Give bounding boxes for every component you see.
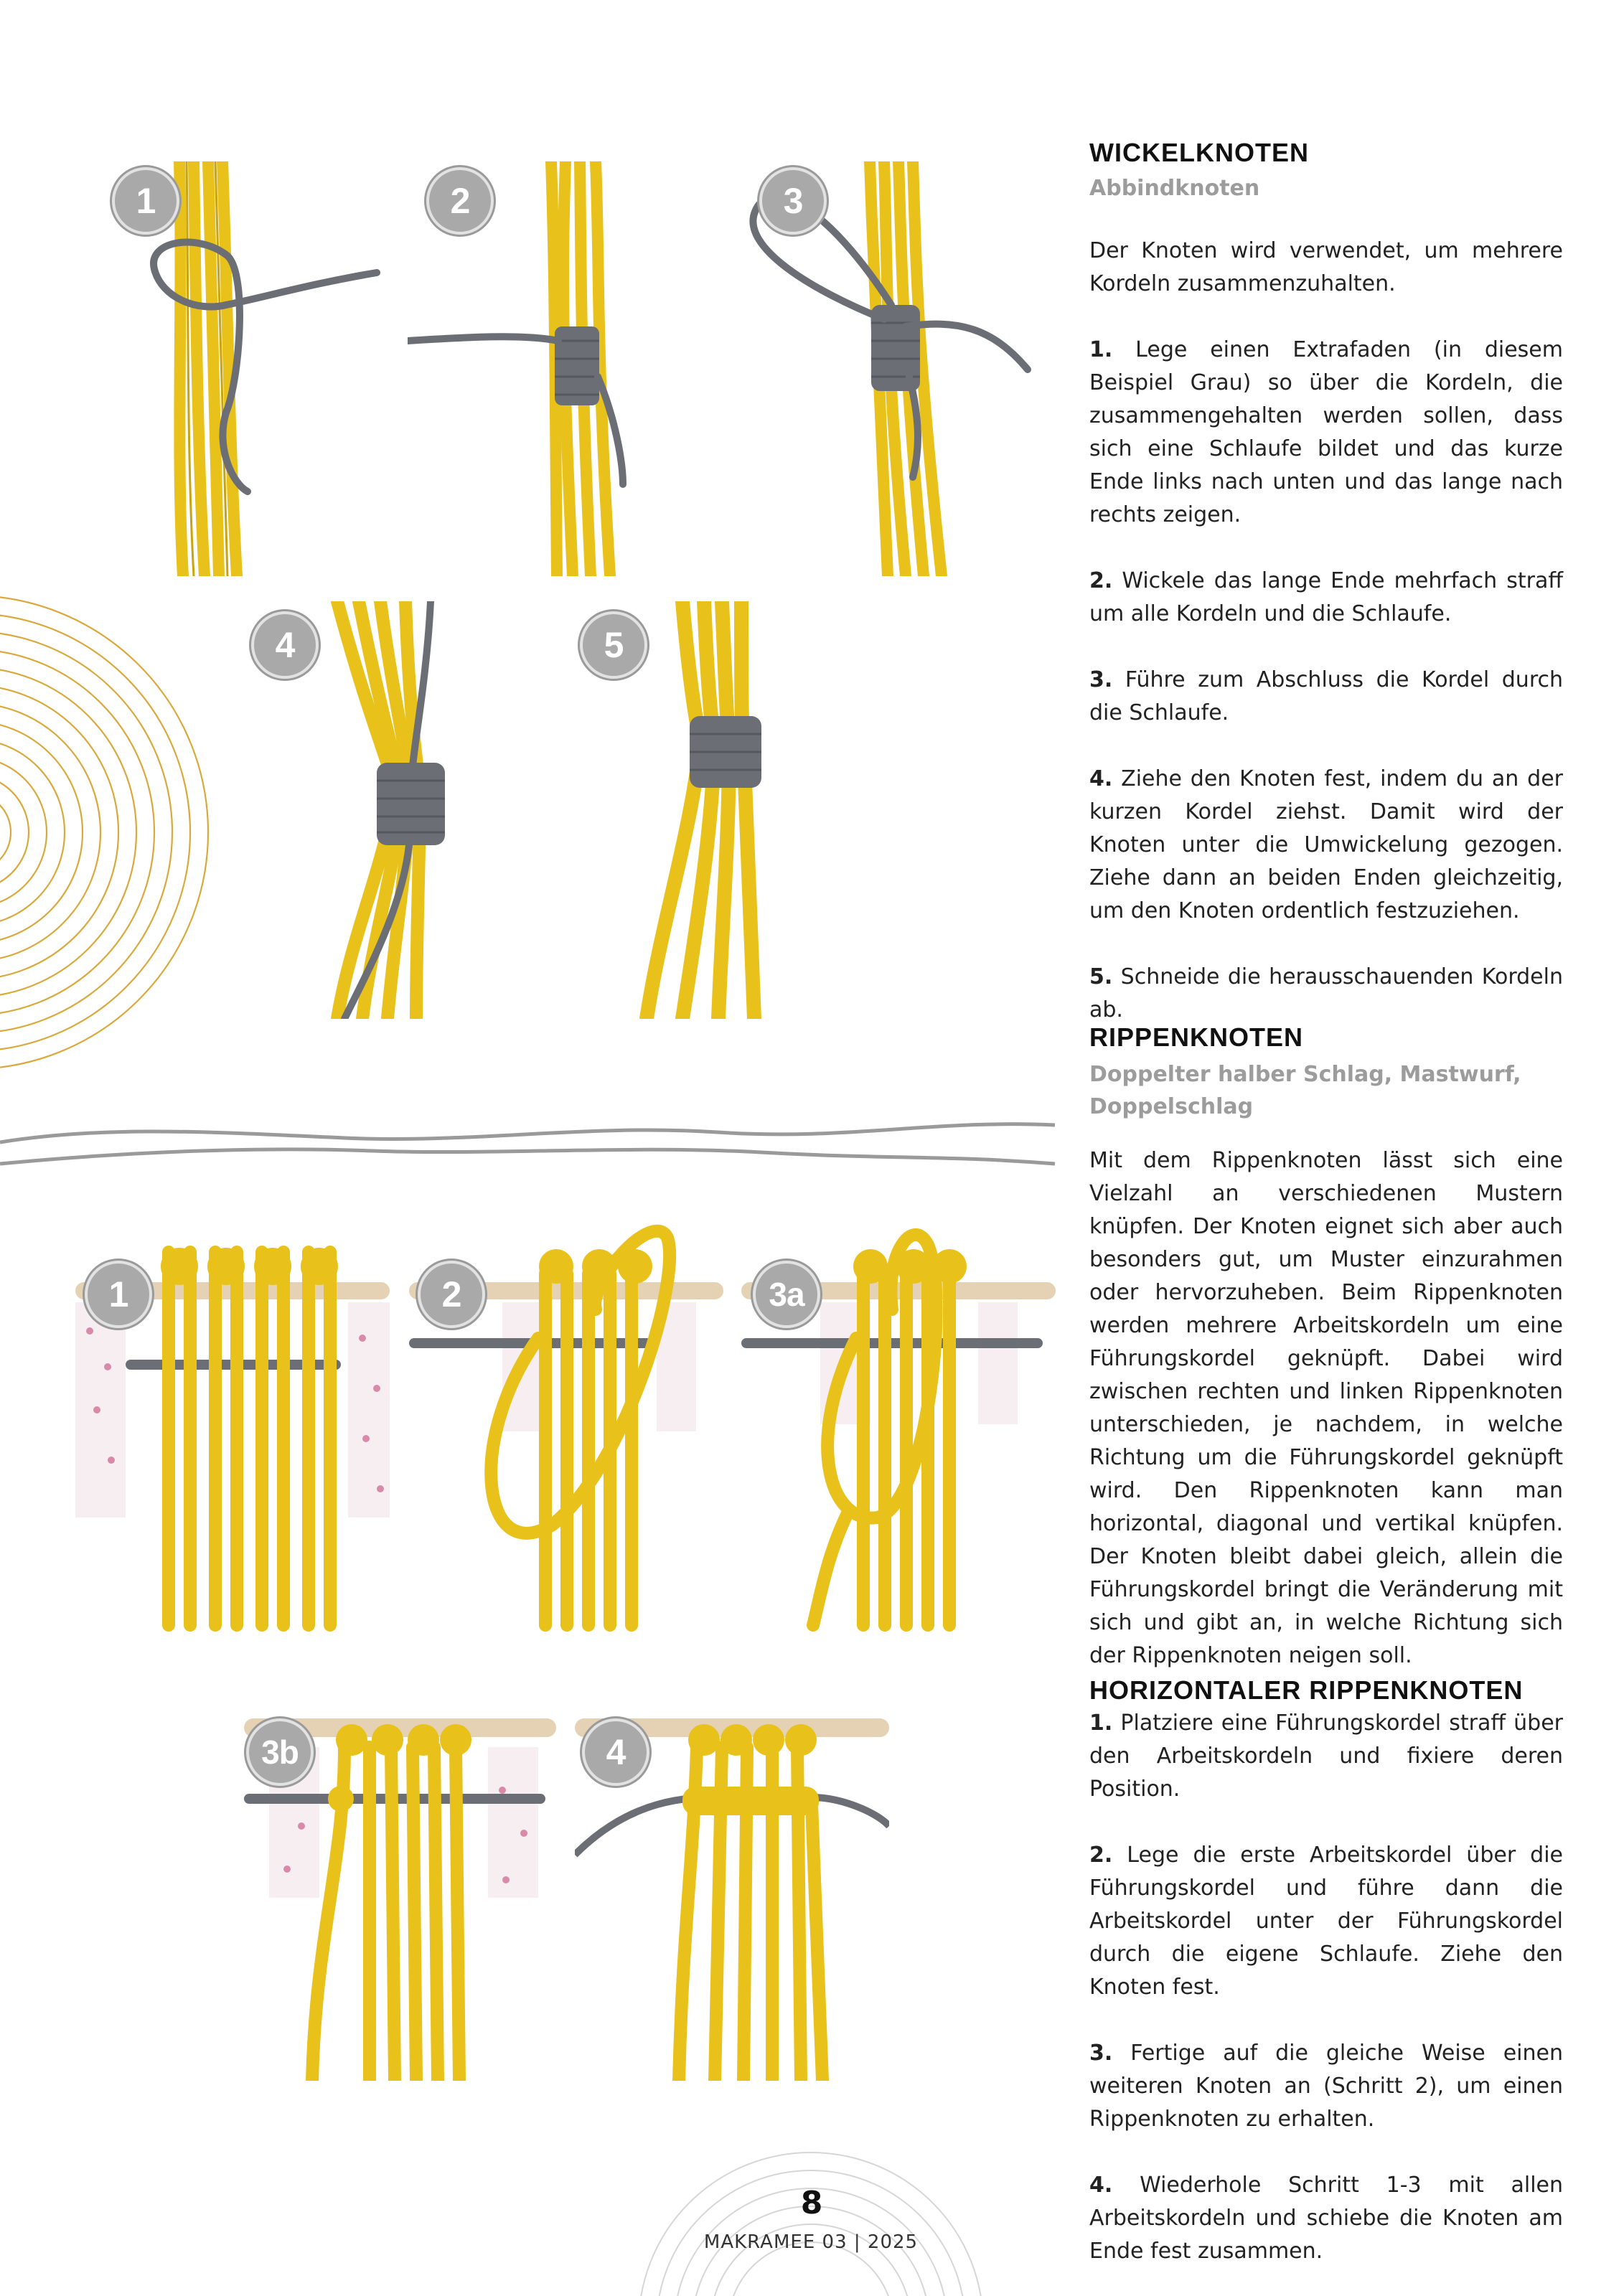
- step-text: Führe zum Abschluss die Kordel durch die Schlaufe.: [1089, 667, 1564, 725]
- concentric-circles-decoration: [0, 596, 208, 1069]
- wavy-divider: [0, 1124, 1055, 1164]
- step-badge: 4: [251, 611, 319, 679]
- step-paragraph: [1089, 2037, 1563, 2136]
- step-text: Platziere eine Führungskordel straff über den Arbeitskordeln und fixiere deren Position.: [1089, 1711, 1563, 1802]
- page-number: 8: [800, 2185, 823, 2221]
- step-number: 2.: [1089, 1843, 1113, 1868]
- step-text: Wiederhole Schritt 1-3 mit allen Arbeitskordeln und schiebe die Knoten am Ende fest zusammen.: [1089, 2173, 1563, 2264]
- section-subtitle: [1089, 1058, 1563, 1123]
- step-paragraph: [1089, 961, 1563, 1027]
- step-paragraph: [1089, 565, 1563, 631]
- step-text: Lege die erste Arbeitskordel über die Führungskordel und führe dann die Arbeitskordel unter der Führungskordel durch die eigene Schlaufe. Ziehe den Knoten fest.: [1089, 1843, 1563, 2000]
- body-paragraph: Mit dem Rippenknoten lässt sich eine Vielzahl an verschiedenen Mustern knüpfen. Der Knoten eignet sich aber auch besonders gut, um Muster einzurahmen oder hervorzuheben. Beim Rippenknoten werden mehrere Arbeitskordeln um eine Führungskordel geknüpft. Dabei wird zwischen rechten und linken Rippenknoten unterschieden, je nachdem, in welche Richtung um die Führungskordel geknüpft wird. Den Rippenknoten kann man horizontal, diagonal und vertikal knüpfen. Der Knoten bleibt dabei gleich, allein die Führungskordel bringt die Veränderung mit sich und gibt an, in welche Richtung sich der Rippenknoten neigen soll.: [1089, 1148, 1563, 1668]
- magazine-issue: MAKRAMEE 03 | 2025: [703, 2231, 919, 2253]
- step-number: 4.: [1089, 2173, 1113, 2198]
- step-number: 5.: [1089, 964, 1113, 989]
- step-paragraph: [1089, 2169, 1563, 2268]
- subtitle-line: Doppelschlag: [1089, 1094, 1254, 1119]
- step-paragraph: [1089, 1707, 1563, 1806]
- step-number: 1.: [1089, 1711, 1113, 1736]
- step-badge: 1: [85, 1261, 152, 1328]
- section-title: WICKELKNOTEN: [1089, 138, 1309, 167]
- step-paragraph: [1089, 1839, 1563, 2004]
- step-badge: 3b: [246, 1718, 314, 1786]
- section-rippenknoten: [1089, 1022, 1563, 1672]
- section-wickelknoten: [1089, 138, 1563, 1027]
- section-subtitle: Abbindknoten: [1089, 176, 1260, 201]
- section-title: RIPPENKNOTEN: [1089, 1022, 1304, 1052]
- intro-paragraph: Der Knoten wird verwendet, um mehrere Kordeln zusammenzuhalten.: [1089, 238, 1563, 296]
- footer-rings-decoration: [639, 2152, 983, 2296]
- step-paragraph: [1089, 763, 1563, 928]
- step-badge: 2: [418, 1261, 485, 1328]
- step-text: Fertige auf die gleiche Weise einen weiteren Knoten an (Schritt 2), um einen Rippenknoten zu erhalten.: [1089, 2041, 1563, 2132]
- step-number: 3.: [1089, 2041, 1113, 2066]
- step-number: 2.: [1089, 568, 1113, 593]
- step-badge: 3: [759, 167, 827, 235]
- step-badge: 1: [112, 167, 179, 235]
- step-text: Schneide die herausschauenden Kordeln ab.: [1089, 964, 1563, 1022]
- step-number: 3.: [1089, 667, 1113, 692]
- subtitle-line: Doppelter halber Schlag, Mastwurf,: [1089, 1062, 1521, 1087]
- step-paragraph: [1089, 664, 1563, 730]
- step-text: Wickele das lange Ende mehrfach straff um alle Kordeln und die Schlaufe.: [1089, 568, 1563, 626]
- step-text: Lege einen Extrafaden (in diesem Beispiel Grau) so über die Kordeln, die zusammengehalten werden sollen, dass sich eine Schlaufe bildet und das kurze Ende links nach unten und das lange nach rechts zeigen.: [1089, 337, 1563, 527]
- section-title: HORIZONTALER RIPPENKNOTEN: [1089, 1675, 1524, 1705]
- step-badge: 3a: [753, 1261, 820, 1328]
- step-badge: 2: [426, 167, 494, 235]
- step-number: 4.: [1089, 766, 1113, 791]
- step-text: Ziehe den Knoten fest, indem du an der kurzen Kordel ziehst. Damit wird der Knoten unter die Umwickelung gezogen. Ziehe dann an beiden Enden gleichzeitig, um den Knoten ordentlich festzuziehen.: [1089, 766, 1563, 923]
- section-horizontaler-rippenknoten: [1089, 1675, 1563, 2268]
- step-badge: 4: [582, 1718, 649, 1786]
- step-paragraph: [1089, 334, 1563, 532]
- step-number: 1.: [1089, 337, 1113, 362]
- step-badge: 5: [580, 611, 647, 679]
